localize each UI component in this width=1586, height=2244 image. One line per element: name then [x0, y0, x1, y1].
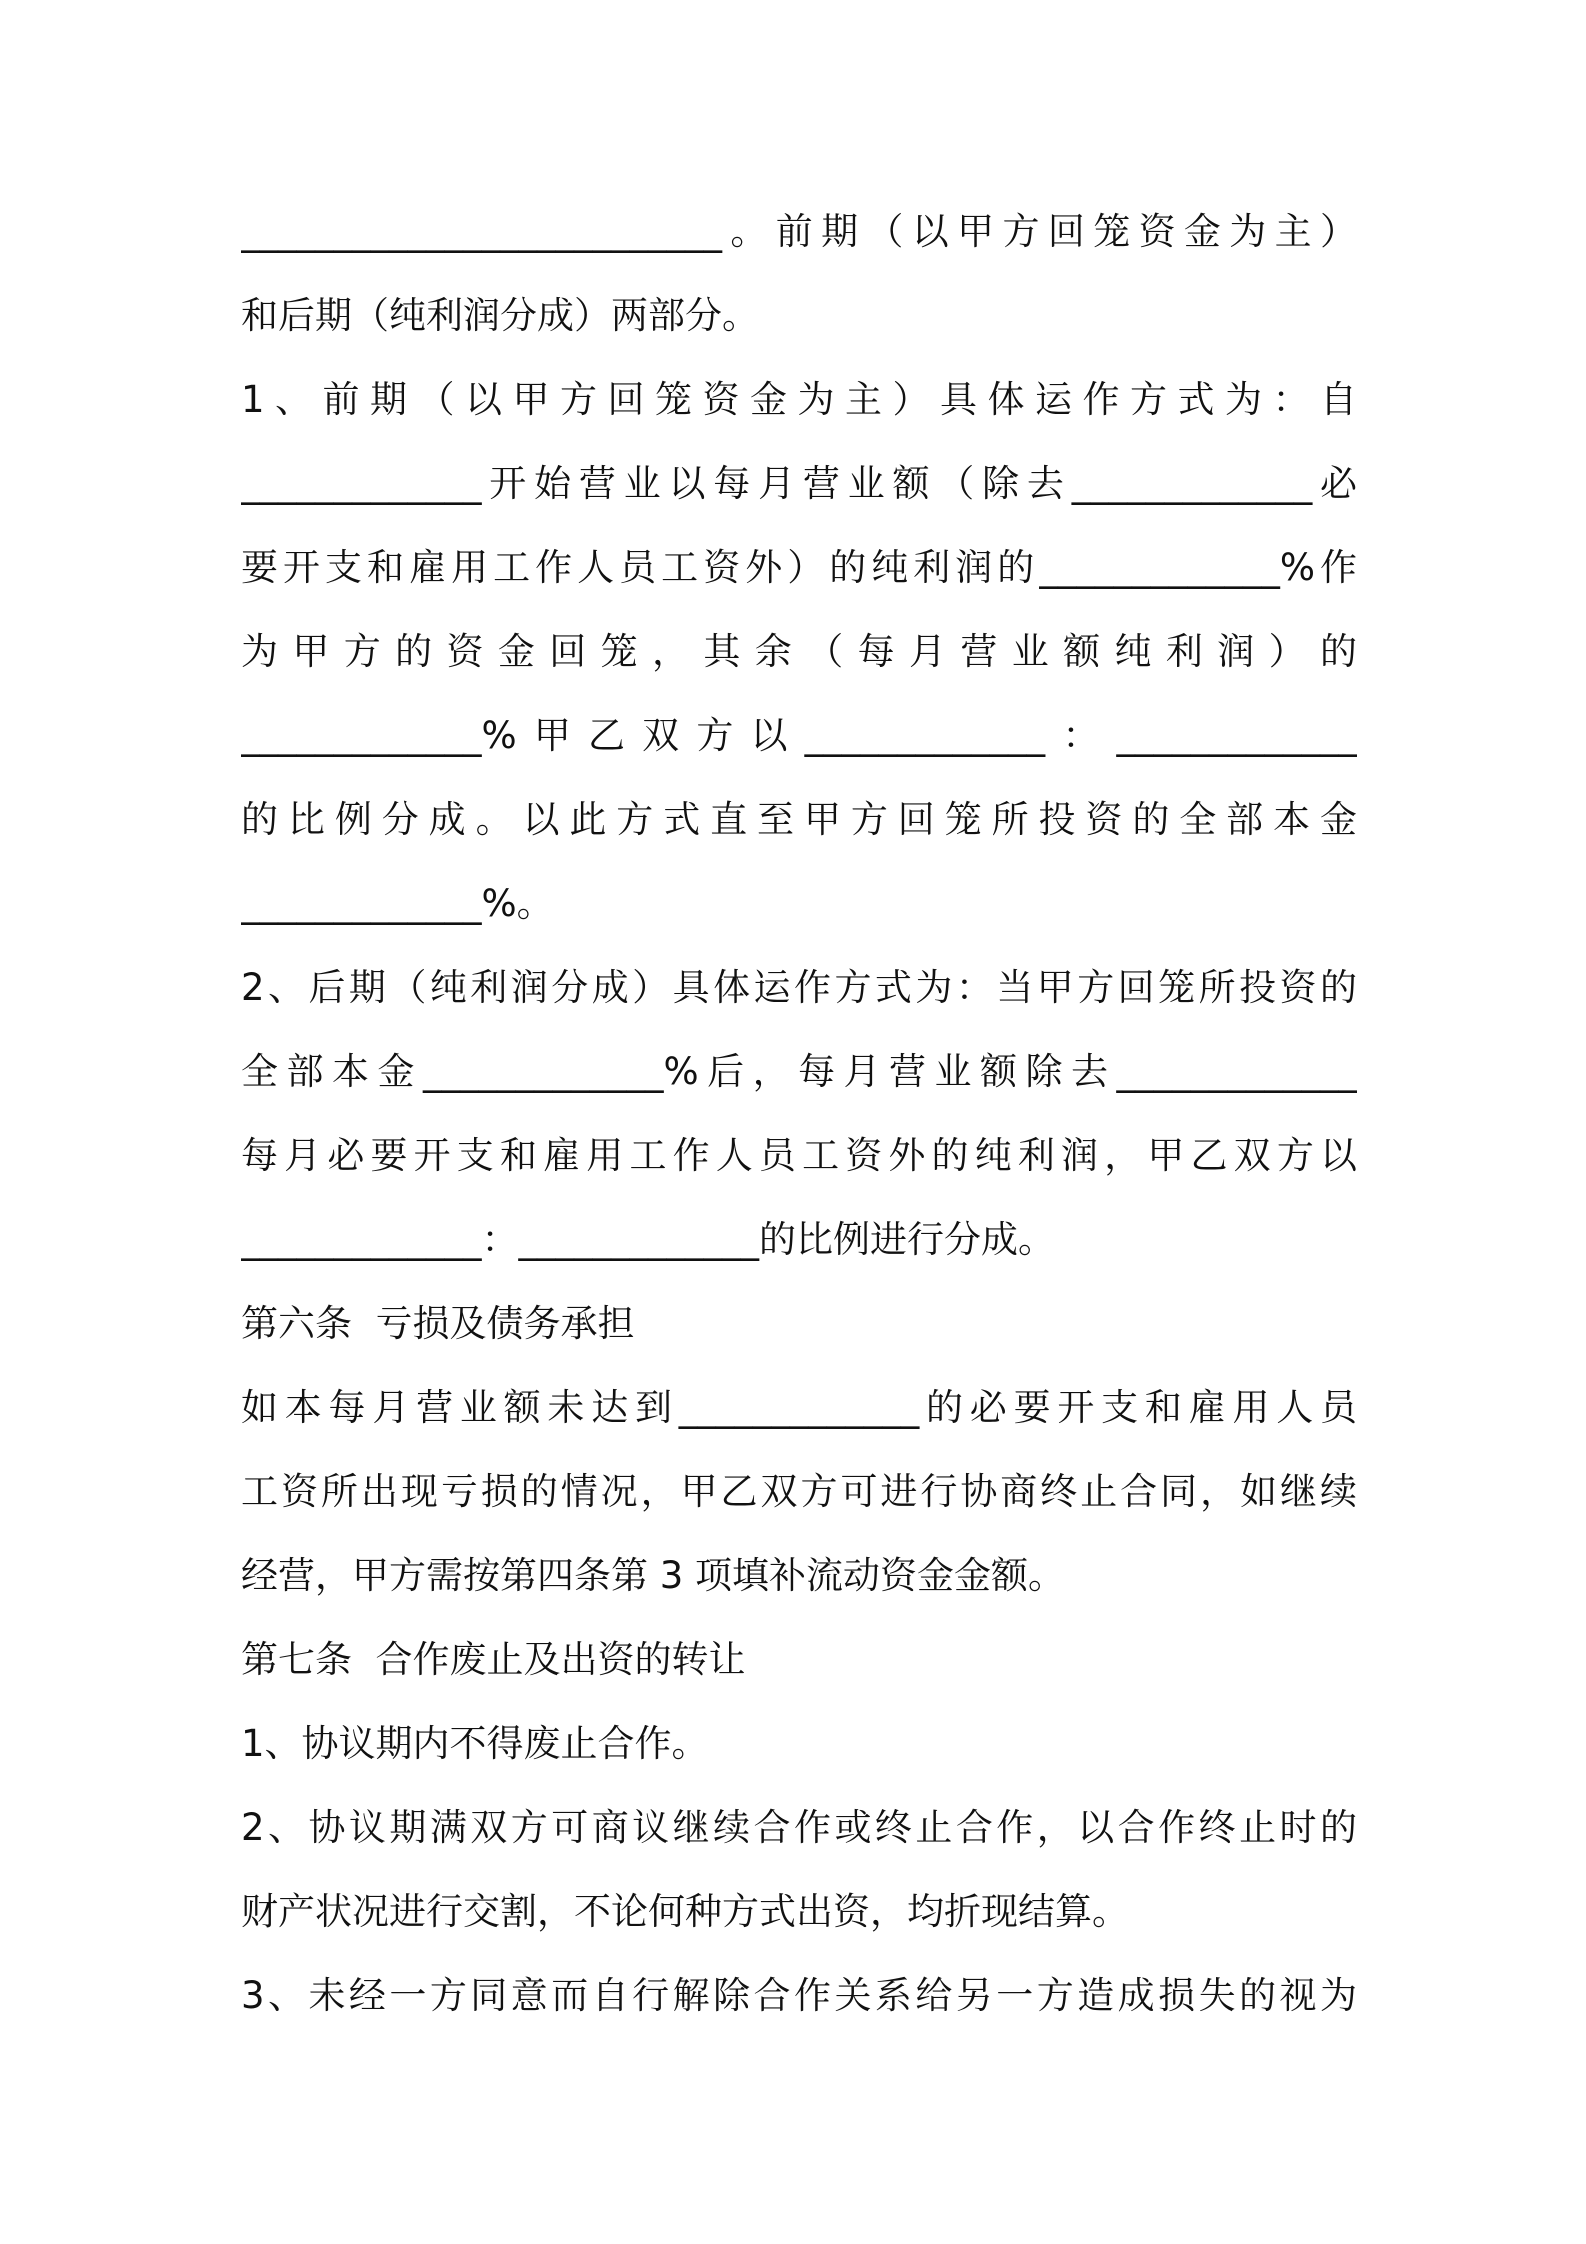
- text-line: 要开支和雇用工作人员工资外）的纯利润的_____________%作: [241, 546, 1357, 589]
- contract-text-body: [241, 190, 1357, 2038]
- text-line: 1、协议期内不得废止合作。: [241, 1722, 709, 1765]
- text-line: 2、协议期满双方可商议继续合作或终止合作，以合作终止时的: [241, 1806, 1357, 1849]
- section-heading: 第六条 亏损及债务承担: [241, 1302, 635, 1345]
- text-line: 工资所出现亏损的情况，甲乙双方可进行协商终止合同，如继续: [241, 1470, 1357, 1513]
- text-line: 3、未经一方同意而自行解除合作关系给另一方造成损失的视为: [241, 1974, 1357, 2017]
- text-line: 和后期（纯利润分成）两部分。: [241, 294, 759, 337]
- text-line: 2、后期（纯利润分成）具体运作方式为：当甲方回笼所投资的: [241, 966, 1357, 1009]
- text-line: 财产状况进行交割，不论何种方式出资，均折现结算。: [241, 1890, 1129, 1933]
- text-line: _____________开始营业以每月营业额（除去_____________必: [241, 462, 1357, 505]
- text-line: 每月必要开支和雇用工作人员工资外的纯利润，甲乙双方以: [241, 1134, 1357, 1177]
- text-line: _____________%。: [241, 882, 554, 925]
- text-line: 1、前期（以甲方回笼资金为主）具体运作方式为：自: [241, 378, 1357, 421]
- text-line: 为甲方的资金回笼，其余（每月营业额纯利润）的: [241, 630, 1357, 673]
- text-line: _____________：_____________的比例进行分成。: [241, 1218, 1055, 1261]
- section-heading: 第七条 合作废止及出资的转让: [241, 1638, 746, 1681]
- text-line: _____________%甲乙双方以_____________：_____________: [241, 714, 1357, 757]
- text-line: 的比例分成。以此方式直至甲方回笼所投资的全部本金: [241, 798, 1357, 841]
- text-line: 如本每月营业额未达到_____________的必要开支和雇用人员: [241, 1386, 1357, 1429]
- text-line: __________________________。前期（以甲方回笼资金为主）: [241, 210, 1357, 253]
- text-line: 全部本金_____________%后，每月营业额除去_____________: [241, 1050, 1357, 1093]
- text-line: 经营，甲方需按第四条第 3 项填补流动资金金额。: [241, 1554, 1066, 1597]
